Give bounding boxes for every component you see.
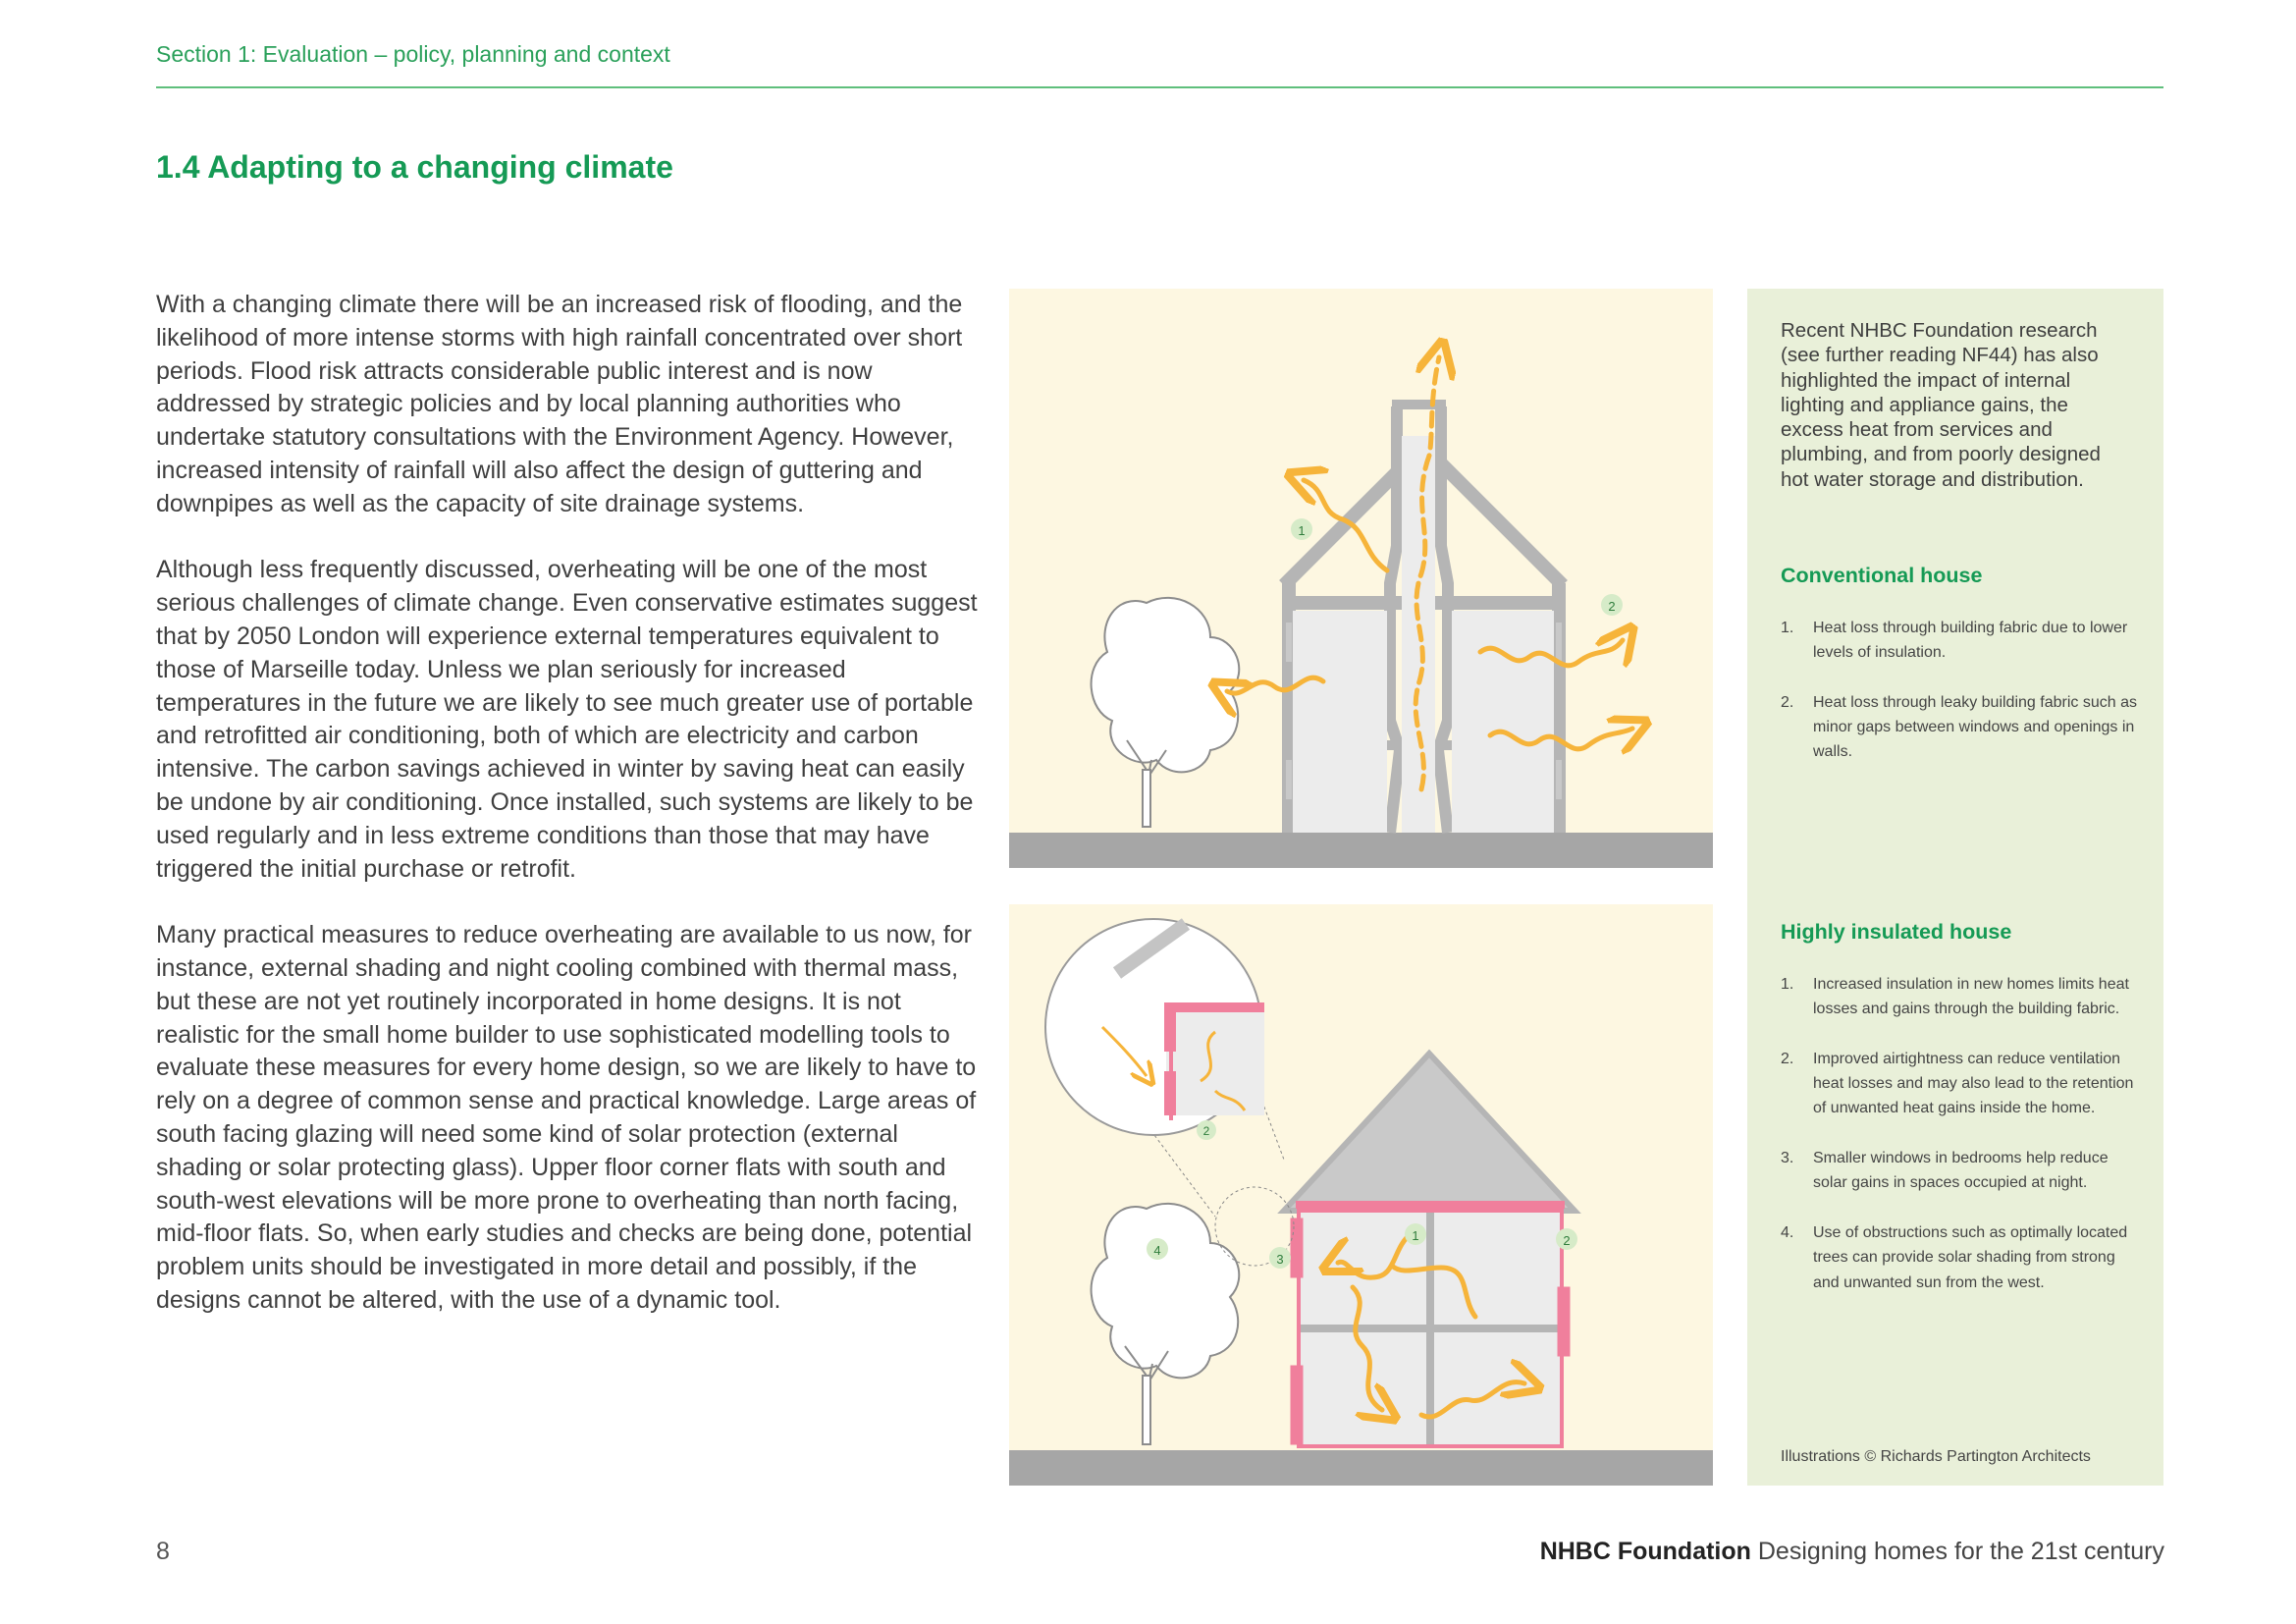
list-item: 3. Smaller windows in bedrooms help reduce solar gains in spaces occupied at night. <box>1781 1150 2109 1192</box>
header-divider <box>156 86 2163 88</box>
room <box>1293 611 1387 833</box>
marker-label: 1 <box>1412 1228 1419 1243</box>
list-item: 2. Heat loss through leaky building fabric such as minor gaps between windows and openings in walls. <box>1781 693 2137 761</box>
conventional-house-illustration <box>1009 289 1713 868</box>
tree-icon <box>1092 1204 1240 1444</box>
body-paragraph: With a changing climate there will be an increased risk of flooding, and the likelihood of more intense storms with high rainfall concentrated over short periods. Flood risk attracts considerable public interest and is now addressed by strategic policies and by local planning authorities who undertake statutory consultations with the Environment Agency. However, increased intensity of rainfall will also affect the design of guttering and downpipes as well as the capacity of site drainage systems. <box>156 291 963 517</box>
page-title: 1.4 Adapting to a changing climate <box>156 149 673 185</box>
section-header: Section 1: Evaluation – policy, planning and context <box>156 41 670 67</box>
body-text <box>156 289 981 1351</box>
conventional-house-drawing <box>1009 289 1713 868</box>
marker-label: 3 <box>1276 1252 1284 1267</box>
conventional-house-heading: Conventional house <box>1781 564 1983 587</box>
list-item: 1. Heat loss through building fabric due to lower levels of insulation. <box>1781 620 2128 662</box>
insulated-house-drawing <box>1009 904 1713 1486</box>
marker-label: 1 <box>1298 523 1306 538</box>
sidebar-intro: Recent NHBC Foundation research (see further reading NF44) has also highlighted the impact of internal lighting and appliance gains, the excess heat from services and plumbing, and from poorly designed hot water storage and distribution. <box>1781 319 2101 491</box>
ground <box>1009 833 1713 868</box>
conventional-house-list <box>1781 616 2144 789</box>
sidebar-panel <box>1747 289 2163 1486</box>
marker-label: 2 <box>1202 1124 1210 1138</box>
insulated-house-heading: Highly insulated house <box>1781 920 2012 944</box>
roof <box>1284 1054 1575 1211</box>
list-item: 4. Use of obstructions such as optimally located trees can provide solar shading from strong and unwanted sun from the west. <box>1781 1223 2128 1291</box>
marker-label: 2 <box>1563 1233 1571 1248</box>
marker-label: 4 <box>1153 1243 1161 1258</box>
insulated-house-illustration <box>1009 904 1713 1486</box>
tree-icon <box>1092 598 1240 827</box>
illustration-credit: Illustrations © Richards Partington Architects <box>1781 1448 2091 1465</box>
body-paragraph: Although less frequently discussed, overheating will be one of the most serious challenges of climate change. Even conservative estimates suggest that by 2050 London will experience external temperatures equivalent to those of Marseille today. Unless we plan seriously for increased temperatures in the future we are likely to see much greater use of portable and retrofitted air conditioning, both of which are electricity and carbon intensive. The carbon savings achieved in winter by saving heat can easily be undone by air conditioning. Once installed, such systems are likely to be used regularly and in less extreme conditions than those that may have triggered the initial purchase or retrofit. <box>156 556 978 883</box>
marker-label: 2 <box>1608 599 1616 614</box>
list-item: 1. Increased insulation in new homes limits heat losses and gains through the building fabric. <box>1781 976 2129 1018</box>
insulated-house-list <box>1781 972 2144 1320</box>
list-item: 2. Improved airtightness can reduce ventilation heat losses and may also lead to the retention of unwanted heat gains inside the home. <box>1781 1050 2134 1117</box>
body-paragraph: Many practical measures to reduce overheating are available to us now, for instance, external shading and night cooling combined with thermal mass, but these are not yet routinely incorporated in home designs. It is not realistic for the small home builder to use sophisticated modelling tools to evaluate these measures for every home design, so we are likely to have to rely on a degree of common sense and practical knowledge. Large areas of south facing glazing will need some kind of solar protection (external shading or solar protecting glass). Upper floor corner flats with south and south-west elevations will be more prone to overheating than north facing, mid-floor flats. So, when early studies and checks are being done, potential problem units should be investigated in more detail and possibly, if the designs cannot be altered, with the use of a dynamic tool. <box>156 921 977 1314</box>
room <box>1452 611 1554 833</box>
page-number: 8 <box>156 1538 170 1565</box>
footer-publication <box>1540 1538 2164 1566</box>
footer-brand: NHBC Foundation <box>1539 1538 1751 1565</box>
ground <box>1009 1450 1713 1486</box>
footer-title: Designing homes for the 21st century <box>1757 1538 2164 1565</box>
